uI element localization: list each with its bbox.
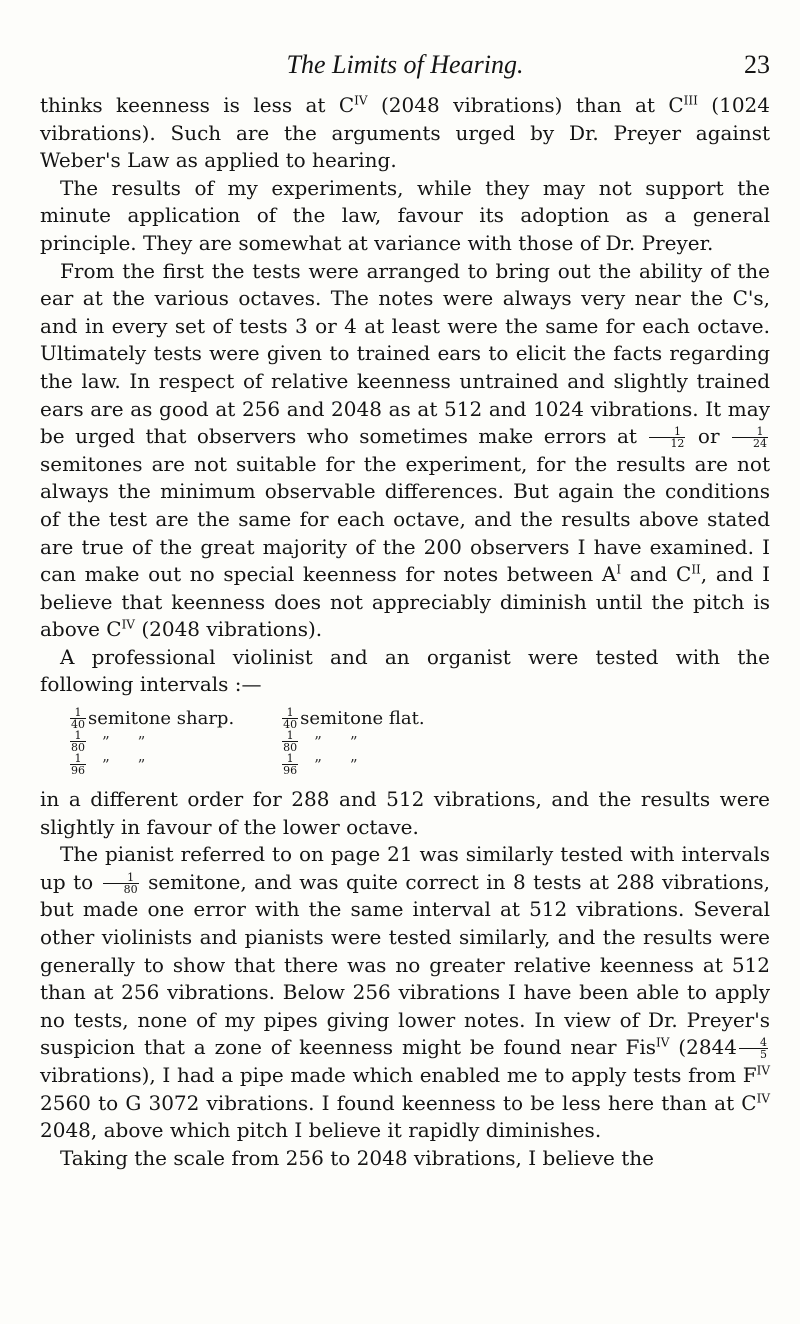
paragraph-7: Taking the scale from 256 to 2048 vibrations, I believe the	[60, 1145, 654, 1170]
superscript: IV	[354, 93, 368, 108]
fraction	[282, 753, 298, 776]
text: (2048 vibrations) than at C	[367, 93, 684, 117]
text: thinks keenness is less at C	[40, 93, 355, 117]
text: The pianist referred to on page 21 was similarly tested with intervals up to	[40, 842, 770, 894]
text: or	[687, 424, 730, 449]
flat-label: semitone flat.	[300, 707, 425, 729]
paragraph-2: The results of my experiments, while they may not support the minute application of the law, favour its adoption as a general principle. They are somewhat at variance with those of Dr. Preyer.	[40, 175, 770, 255]
superscript: IV	[756, 1063, 770, 1078]
text: semitones are not suitable for the experiment, for the results are not always the minimum observable differences. But again the conditions of the test are the same for each octave, and the results above stated are true of the great majority of the 200 observers I have examined. I can make out no special keenness for notes between A	[40, 451, 770, 587]
numerator: 1	[649, 426, 685, 438]
interval-row	[68, 753, 425, 776]
denominator: 96	[283, 764, 298, 778]
text: , and I believe that keenness does not appreciably diminish until the pitch is above C	[40, 562, 770, 642]
superscript: I	[616, 562, 622, 577]
text: (1024 vibrations). Such are the arguments urged by Dr. Preyer against Weber's Law as applied to hearing.	[40, 93, 770, 173]
paragraph-5: in a different order for 288 and 512 vibrations, and the results were slightly in favour of the lower octave.	[40, 787, 770, 839]
denominator: 24	[753, 437, 767, 451]
denominator: 80	[283, 741, 298, 755]
text: and C	[621, 562, 692, 587]
superscript: IV	[756, 1090, 770, 1105]
fraction	[739, 1037, 768, 1060]
text: semitone, and was quite correct in 8 tests at 288 vibrations, but made one error with the same interval at 512 vibrations. Several other violinists and pianists were tested similarly, and the results were generally to show that there was no greater relative keenness at 512 than at 256 vibrations. Below 256 vibrations I have been able to apply no tests, none of my pipes giving lower notes. In view of Dr. Preyer's suspicion that a zone of keenness might be found near Fis	[40, 869, 770, 1060]
text: (2844	[669, 1035, 738, 1060]
ditto-mark: ”	[314, 732, 322, 751]
fraction	[70, 707, 86, 730]
denominator: 5	[760, 1048, 768, 1062]
numerator: 4	[739, 1037, 768, 1049]
fraction	[732, 426, 768, 449]
ditto-mark: ”	[102, 755, 110, 774]
denominator: 40	[283, 718, 298, 732]
text: (2048 vibrations).	[134, 617, 323, 642]
fraction	[282, 707, 298, 730]
text: vibrations), I had a pipe made which enabled me to apply tests from F	[40, 1063, 757, 1087]
text: From the first the tests were arranged to bring out the ability of the ear at the various octaves. The notes were always very near the C's, and in every set of tests 3 or 4 at least were the same for each octave. Ultimately tests were given to trained ears to elicit the facts regarding the law. In respect of relative keenness untrained and slightly trained ears are as good at 256 and 2048 as at 512 and 1024 vibrations. It may be urged that observers who sometimes make errors at	[40, 258, 770, 449]
sharp-label: semitone sharp.	[88, 707, 235, 729]
denominator: 40	[71, 718, 85, 732]
paragraph-4: A professional violinist and an organist were tested with the following intervals :—	[40, 644, 770, 697]
paragraph-6	[40, 841, 770, 1145]
running-title: The Limits of Hearing.	[286, 50, 524, 79]
paragraph-3	[40, 258, 770, 644]
superscript: IV	[656, 1035, 670, 1050]
ditto-mark: ”	[349, 755, 358, 774]
text: 2560 to G 3072 vibrations. I found keenness to be less here than at C	[40, 1090, 757, 1115]
fraction	[70, 753, 86, 776]
intervals-table	[68, 707, 425, 776]
interval-row	[68, 730, 425, 753]
denominator: 80	[71, 741, 85, 755]
page-header	[40, 50, 770, 80]
fraction	[649, 426, 685, 449]
ditto-mark: ”	[137, 755, 146, 774]
page-body	[40, 92, 770, 1172]
ditto-mark: ”	[314, 755, 322, 774]
denominator: 96	[71, 764, 85, 778]
page-number: 23	[744, 50, 770, 79]
superscript: II	[691, 562, 701, 577]
superscript: III	[683, 93, 698, 108]
superscript: IV	[121, 617, 135, 632]
numerator: 1	[282, 753, 298, 765]
paragraph-1	[40, 92, 770, 175]
numerator: 1	[70, 707, 86, 719]
fraction	[70, 730, 86, 753]
numerator: 1	[70, 730, 86, 742]
fraction	[103, 872, 139, 895]
interval-row	[68, 707, 425, 730]
ditto-mark: ”	[349, 732, 358, 751]
numerator: 1	[70, 753, 86, 765]
numerator: 1	[282, 707, 298, 719]
numerator: 1	[282, 730, 298, 742]
numerator: 1	[732, 426, 768, 438]
denominator: 12	[670, 437, 685, 451]
ditto-mark: ”	[137, 732, 146, 751]
text: 2048, above which pitch I believe it rapidly diminishes.	[40, 1118, 602, 1143]
ditto-mark: ”	[102, 732, 110, 751]
denominator: 80	[123, 882, 138, 896]
fraction	[282, 730, 298, 753]
numerator: 1	[103, 872, 139, 884]
